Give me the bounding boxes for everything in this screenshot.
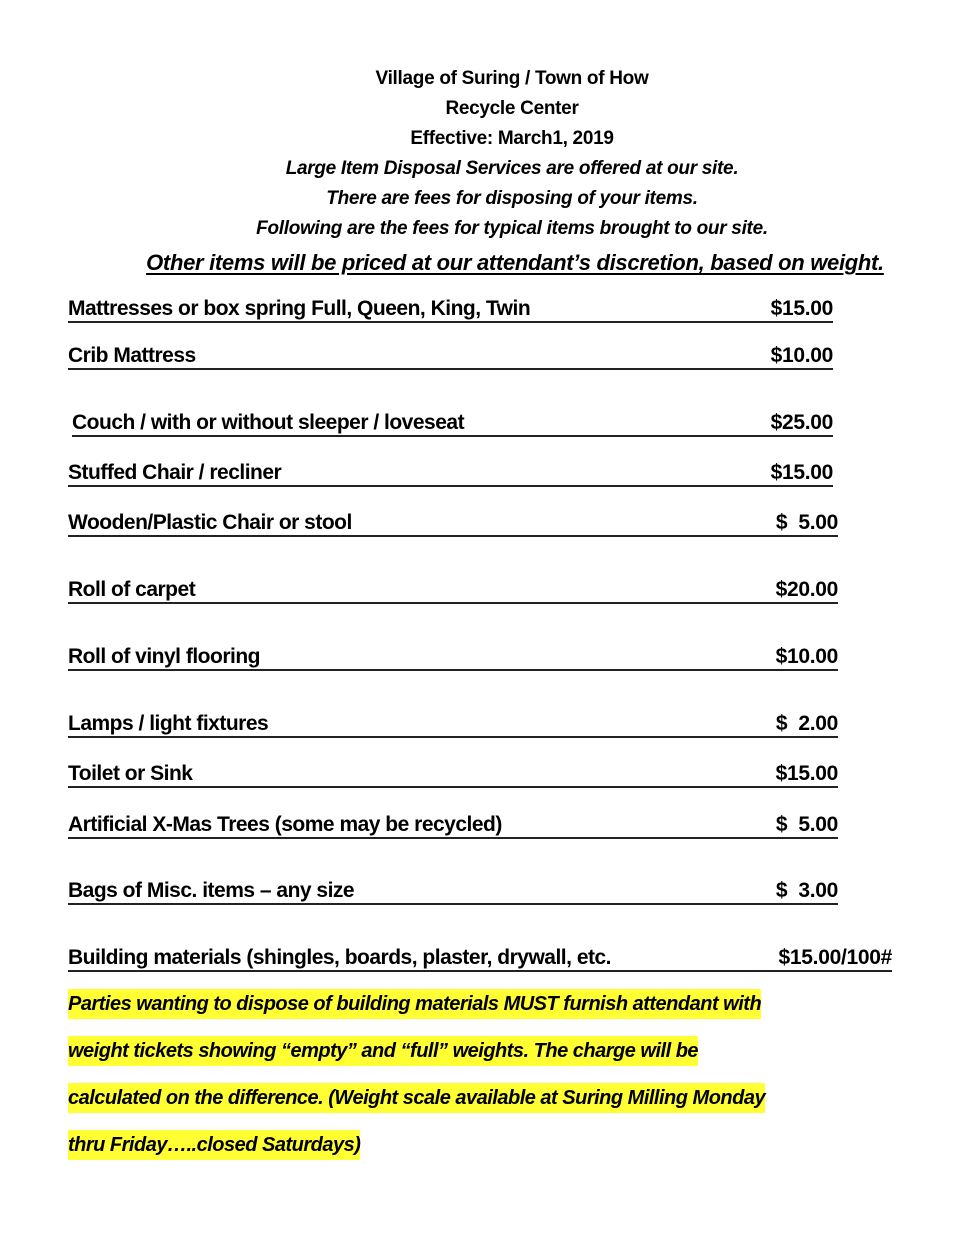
fee-row [68,338,833,370]
fee-item: Toilet or Sink [68,762,193,785]
effective-date: Effective: March1, 2019 [410,128,614,149]
discretion-notice: Other items will be priced at our attendant’s discretion, based on weight. [146,250,884,275]
fee-row [68,940,892,972]
fee-item: Roll of carpet [68,578,196,601]
intro-line-2: There are fees for disposing of your items. [326,188,698,209]
fee-item: Couch / with or without sleeper / loveseat [72,411,465,434]
fee-row [68,455,833,487]
fee-item: Stuffed Chair / recliner [68,461,282,484]
fee-item: Mattresses or box spring Full, Queen, King, Twin [68,297,531,320]
fee-price: $15.00 [770,297,833,320]
fee-price: $25.00 [770,411,833,434]
fee-price: $ 2.00 [775,712,838,735]
fee-row [68,706,838,738]
fee-item: Lamps / light fixtures [68,712,269,735]
fee-row [68,873,838,905]
center-title: Recycle Center [445,98,579,119]
fee-price: $10.00 [770,344,833,367]
fee-price: $15.00/100# [778,946,892,969]
fee-row [68,291,833,323]
note-line-1: Parties wanting to dispose of building materials MUST furnish attendant with [68,989,761,1019]
note-line-2: weight tickets showing “empty” and “full” weights. The charge will be [68,1036,698,1066]
fee-item: Crib Mattress [68,344,196,367]
fee-price: $10.00 [775,645,838,668]
fee-price: $15.00 [775,762,838,785]
fee-row [68,807,838,839]
fee-item: Roll of vinyl flooring [68,645,260,668]
fee-item: Building materials (shingles, boards, plaster, drywall, etc. [68,946,611,969]
fee-row [68,756,838,788]
intro-line-3: Following are the fees for typical items brought to our site. [256,218,768,239]
fee-item: Bags of Misc. items – any size [68,879,355,902]
note-line-4: thru Friday…..closed Saturdays) [68,1130,360,1160]
org-title: Village of Suring / Town of How [375,68,649,89]
fee-price: $ 5.00 [775,511,838,534]
intro-line-1: Large Item Disposal Services are offered at our site. [285,158,739,179]
fee-row [72,405,833,437]
note-line-3: calculated on the difference. (Weight scale available at Suring Milling Monday [68,1083,765,1113]
fee-item: Wooden/Plastic Chair or stool [68,511,352,534]
fee-item: Artificial X-Mas Trees (some may be recycled) [68,813,502,836]
fee-row [68,505,838,537]
fee-price: $ 5.00 [775,813,838,836]
fee-row [68,639,838,671]
fee-price: $20.00 [775,578,838,601]
fee-price: $ 3.00 [775,879,838,902]
fee-row [68,572,838,604]
fee-price: $15.00 [770,461,833,484]
